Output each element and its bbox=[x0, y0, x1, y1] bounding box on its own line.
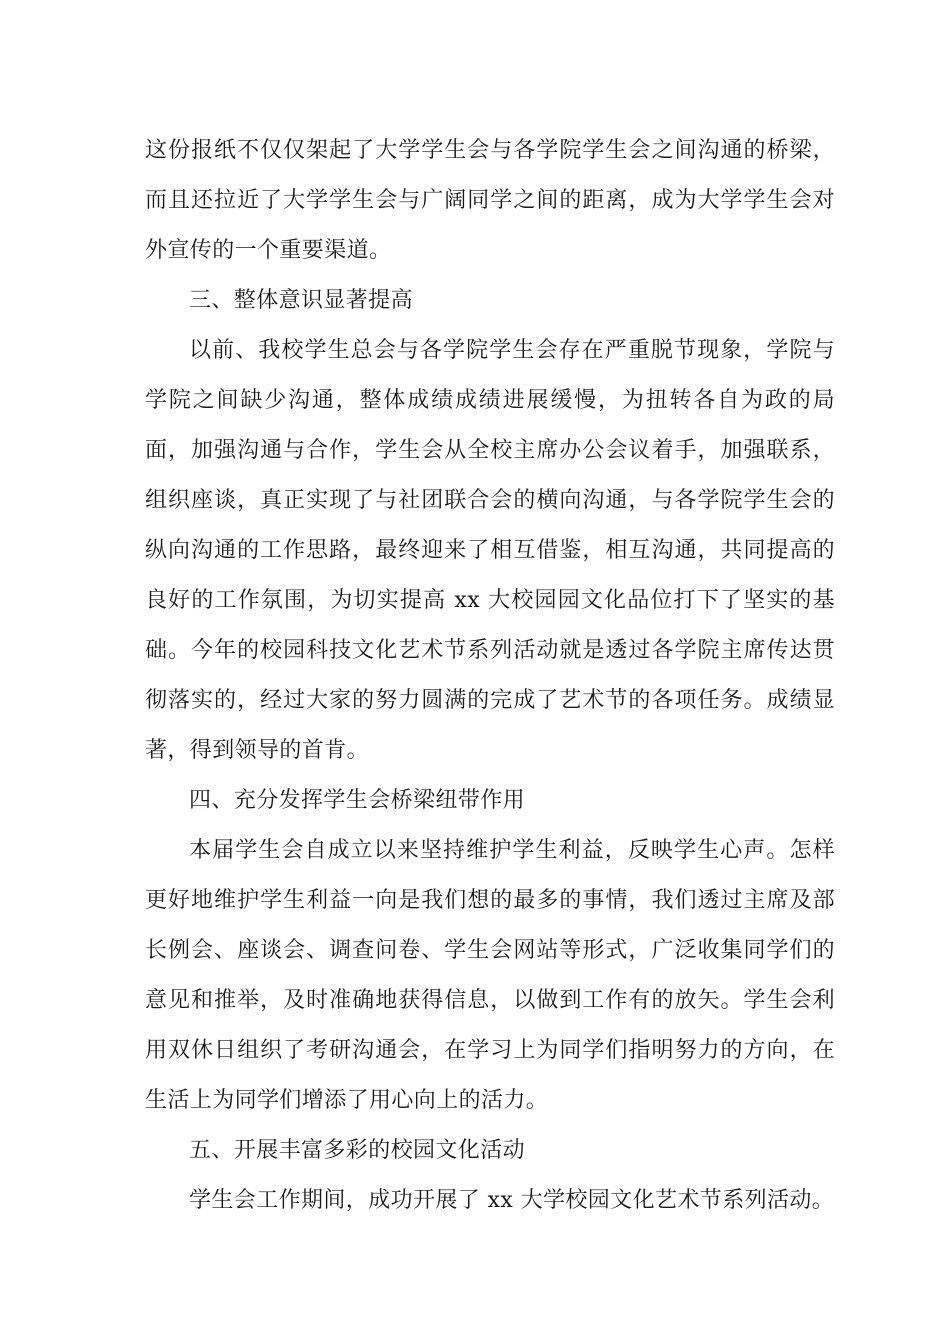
document-body bbox=[145, 126, 835, 1226]
paragraph-bridge-role: 本届学生会自成立以来坚持维护学生利益，反映学生心声。怎样更好地维护学生利益一向是我们想的最多的事情，我们透过主席及部长例会、座谈会、调查问卷、学生会网站等形式，广泛收集同学们的意见和推举，及时准确地获得信息，以做到工作有的放矢。学生会利用双休日组织了考研沟通会，在学习上为同学们指明努力的方向，在生活上为同学们增添了用心向上的活力。 bbox=[145, 838, 835, 1113]
section-heading-4: 四、充分发挥学生会桥梁纽带作用 bbox=[189, 788, 526, 813]
paragraph-overall-awareness: 以前、我校学生总会与各学院学生会存在严重脱节现象，学院与学院之间缺少沟通，整体成绩成绩进展缓慢，为扭转各自为政的局面，加强沟通与合作，学生会从全校主席办公会议着手，加强联系，组织座谈，真正实现了与社团联合会的横向沟通，与各学院学生会的纵向沟通的工作思路，最终迎来了相互借鉴，相互沟通，共同提高的良好的工作氛围，为切实提高 xx 大校园园文化品位打下了坚实的基础。今年的校园科技文化艺术节系列活动就是透过各学院主席传达贯彻落实的，经过大家的努力圆满的完成了艺术节的各项任务。成绩显著，得到领导的首肯。 bbox=[145, 338, 835, 763]
section-heading-3: 三、整体意识显著提高 bbox=[189, 288, 414, 313]
paragraph-newspaper-bridge: 这份报纸不仅仅架起了大学学生会与各学院学生会之间沟通的桥梁，而且还拉近了大学学生会与广阔同学之间的距离，成为大学学生会对外宣传的一个重要渠道。 bbox=[145, 138, 835, 263]
section-heading-5: 五、开展丰富多彩的校园文化活动 bbox=[189, 1138, 526, 1163]
paragraph-campus-activities: 学生会工作期间，成功开展了 xx 大学校园文化艺术节系列活动。 bbox=[189, 1188, 835, 1213]
